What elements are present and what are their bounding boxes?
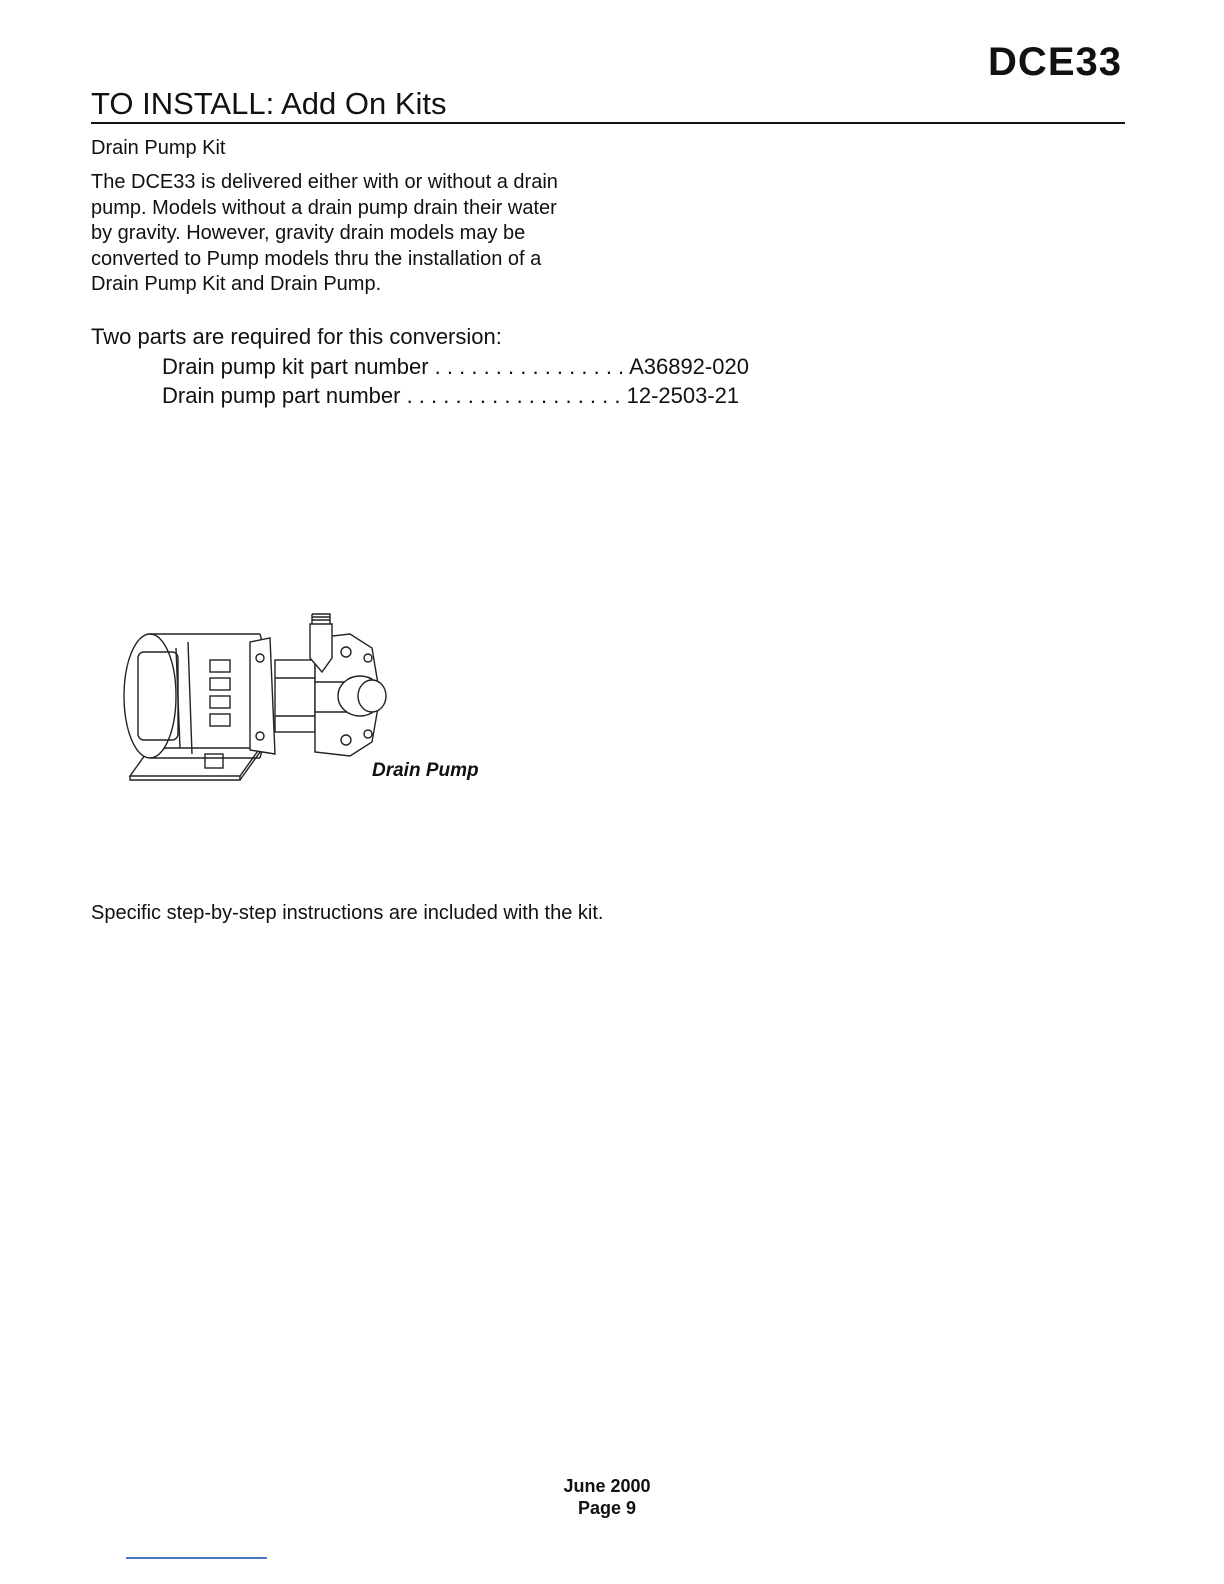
part-number: A36892-020 bbox=[629, 354, 749, 379]
closing-paragraph: Specific step-by-step instructions are included with the kit. bbox=[91, 902, 604, 924]
requirement-text: Two parts are required for this conversion: bbox=[91, 324, 502, 349]
page-number: Page 9 bbox=[577, 1498, 637, 1518]
title-rule bbox=[91, 122, 1125, 124]
model-number: DCE33 bbox=[988, 40, 1122, 84]
parts-list bbox=[162, 352, 749, 410]
leader-dots: . . . . . . . . . . . . . . . . . . bbox=[400, 383, 627, 408]
part-number: 12-2503-21 bbox=[626, 383, 740, 408]
part-label: Drain pump kit part number bbox=[162, 354, 429, 379]
part-row bbox=[162, 381, 749, 410]
part-label: Drain pump part number bbox=[162, 383, 401, 408]
page-title: TO INSTALL: Add On Kits bbox=[91, 86, 447, 121]
part-row bbox=[162, 352, 749, 381]
drain-pump-illustration bbox=[110, 608, 410, 798]
intro-paragraph: The DCE33 is delivered either with or without a drain pump. Models without a drain pump drain their water by gravity. However, gravity drain models may be converted to Pump models thru the installation of a Drain Pump Kit and Drain Pump. bbox=[91, 171, 558, 295]
footer-divider bbox=[126, 1557, 267, 1559]
figure-caption: Drain Pump bbox=[372, 760, 479, 781]
section-subheading: Drain Pump Kit bbox=[91, 137, 226, 159]
page-footer bbox=[0, 1475, 1224, 1519]
footer-date: June 2000 bbox=[563, 1476, 651, 1496]
leader-dots: . . . . . . . . . . . . . . . . bbox=[428, 354, 630, 379]
